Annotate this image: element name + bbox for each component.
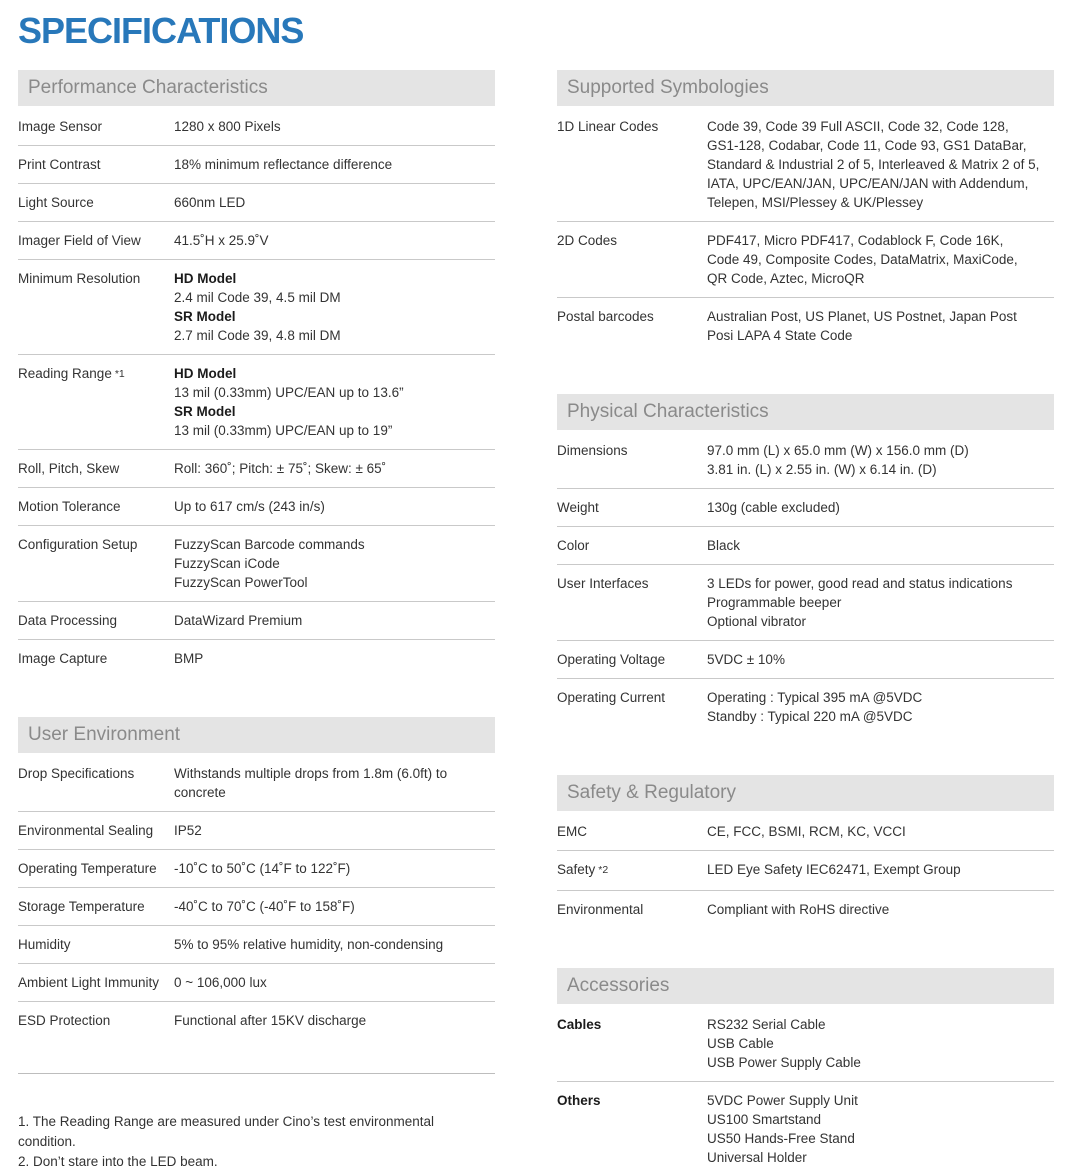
spec-label bbox=[18, 973, 174, 992]
spec-label bbox=[18, 1011, 174, 1030]
spec-value bbox=[707, 536, 1054, 555]
spec-value-line: US50 Hands-Free Stand bbox=[707, 1131, 855, 1146]
spec-value bbox=[174, 821, 495, 840]
spec-label bbox=[18, 897, 174, 916]
spec-value bbox=[174, 231, 495, 250]
spec-label bbox=[18, 821, 174, 840]
spec-value bbox=[707, 900, 1054, 919]
spec-row bbox=[557, 813, 1054, 851]
spec-value bbox=[174, 269, 495, 345]
spec-value-line: FuzzyScan Barcode commands bbox=[174, 537, 365, 552]
spec-value-line: 13 mil (0.33mm) UPC/EAN up to 13.6” bbox=[174, 385, 404, 400]
spec-row bbox=[557, 1006, 1054, 1082]
spec-value-line: Roll: 360˚; Pitch: ± 75˚; Skew: ± 65˚ bbox=[174, 461, 387, 476]
spec-label-text: Dimensions bbox=[557, 443, 628, 458]
spec-label bbox=[18, 364, 174, 385]
spec-label bbox=[18, 155, 174, 174]
spec-label bbox=[18, 459, 174, 478]
spec-row bbox=[18, 964, 495, 1002]
spec-value bbox=[707, 441, 1054, 479]
spec-row bbox=[557, 641, 1054, 679]
spec-value-line: 5% to 95% relative humidity, non-condensing bbox=[174, 937, 444, 952]
spec-value bbox=[707, 231, 1054, 288]
spec-row bbox=[557, 1082, 1054, 1176]
spec-label-text: Color bbox=[557, 538, 590, 553]
spec-value bbox=[707, 1091, 1054, 1167]
spec-label bbox=[18, 649, 174, 668]
spec-value bbox=[174, 1011, 495, 1030]
spec-value-line: Black bbox=[707, 538, 741, 553]
spec-label-text: Storage Temperature bbox=[18, 899, 145, 914]
spec-label-text: 1D Linear Codes bbox=[557, 119, 659, 134]
spec-value bbox=[174, 897, 495, 916]
spec-label bbox=[557, 498, 707, 517]
spec-label-text: Minimum Resolution bbox=[18, 271, 141, 286]
spec-label-text: Ambient Light Immunity bbox=[18, 975, 160, 990]
spec-label bbox=[18, 611, 174, 630]
section-title: Performance Characteristics bbox=[18, 70, 495, 106]
spec-label-text: Cables bbox=[557, 1017, 602, 1032]
spec-value-line: 97.0 mm (L) x 65.0 mm (W) x 156.0 mm (D) bbox=[707, 443, 969, 458]
spec-value-line: 1280 x 800 Pixels bbox=[174, 119, 281, 134]
spec-row bbox=[18, 926, 495, 964]
spec-value-line: USB Power Supply Cable bbox=[707, 1055, 861, 1070]
spec-value bbox=[174, 935, 495, 954]
spec-label-text: Image Capture bbox=[18, 651, 108, 666]
spec-label-text: Print Contrast bbox=[18, 157, 101, 172]
spec-label-text: EMC bbox=[557, 824, 587, 839]
spec-label bbox=[18, 535, 174, 554]
spec-label bbox=[18, 935, 174, 954]
spec-row bbox=[18, 640, 495, 677]
spec-label bbox=[557, 307, 707, 326]
spec-label-text: User Interfaces bbox=[557, 576, 649, 591]
spec-label-note: *1 bbox=[114, 368, 125, 380]
spec-value bbox=[174, 193, 495, 212]
spec-value-line: IATA, UPC/EAN/JAN, UPC/EAN/JAN with Addendum, bbox=[707, 176, 1029, 191]
spec-label bbox=[557, 688, 707, 707]
spec-label bbox=[557, 1091, 707, 1110]
page-title: SPECIFICATIONS bbox=[18, 10, 304, 51]
spec-value bbox=[707, 688, 1054, 726]
spec-section bbox=[18, 70, 495, 677]
section-rows bbox=[557, 432, 1054, 735]
spec-label-text: Roll, Pitch, Skew bbox=[18, 461, 120, 476]
spec-label bbox=[557, 900, 707, 919]
section-title: Supported Symbologies bbox=[557, 70, 1054, 106]
spec-label bbox=[18, 859, 174, 878]
spec-row bbox=[557, 679, 1054, 735]
spec-value-line: 2.4 mil Code 39, 4.5 mil DM bbox=[174, 290, 341, 305]
section-rows bbox=[557, 813, 1054, 928]
left-column bbox=[18, 70, 495, 1172]
spec-row bbox=[557, 565, 1054, 641]
spec-value-line: 0 ~ 106,000 lux bbox=[174, 975, 267, 990]
spec-label-note: *2 bbox=[598, 864, 609, 876]
spec-value bbox=[707, 117, 1054, 212]
spec-value-line: Australian Post, US Planet, US Postnet, Japan Post bbox=[707, 309, 1017, 324]
spec-value bbox=[174, 859, 495, 878]
spec-row bbox=[18, 812, 495, 850]
section-title: Accessories bbox=[557, 968, 1054, 1004]
spec-section bbox=[557, 394, 1054, 735]
section-rows bbox=[18, 755, 495, 1039]
right-sections bbox=[557, 70, 1054, 1176]
spec-value bbox=[707, 574, 1054, 631]
spec-value-line: 13 mil (0.33mm) UPC/EAN up to 19” bbox=[174, 423, 393, 438]
spec-value-line: -10˚C to 50˚C (14˚F to 122˚F) bbox=[174, 861, 351, 876]
spec-row bbox=[18, 108, 495, 146]
spec-value-line: Compliant with RoHS directive bbox=[707, 902, 890, 917]
spec-value-line: -40˚C to 70˚C (-40˚F to 158˚F) bbox=[174, 899, 355, 914]
spec-value-line: SR Model bbox=[174, 309, 236, 324]
spec-label-text: Operating Current bbox=[557, 690, 666, 705]
spec-label-text: Operating Voltage bbox=[557, 652, 666, 667]
footnote-line: 2. Don’t stare into the LED beam. bbox=[18, 1154, 218, 1169]
spec-row bbox=[557, 222, 1054, 298]
section-title: Safety & Regulatory bbox=[557, 775, 1054, 811]
spec-value bbox=[707, 498, 1054, 517]
spec-label bbox=[557, 822, 707, 841]
spec-value-line: 3.81 in. (L) x 2.55 in. (W) x 6.14 in. (D) bbox=[707, 462, 937, 477]
spec-row bbox=[18, 450, 495, 488]
spec-row bbox=[18, 355, 495, 450]
spec-row bbox=[18, 888, 495, 926]
spec-label bbox=[18, 117, 174, 136]
spec-value bbox=[174, 764, 495, 802]
spec-row bbox=[557, 432, 1054, 489]
spec-value-line: Standby : Typical 220 mA @5VDC bbox=[707, 709, 913, 724]
spec-value-line: IP52 bbox=[174, 823, 202, 838]
spec-value bbox=[174, 117, 495, 136]
columns-wrapper bbox=[18, 70, 1082, 1176]
spec-label-text: Drop Specifications bbox=[18, 766, 135, 781]
spec-value bbox=[174, 497, 495, 516]
spec-label bbox=[18, 269, 174, 288]
spec-value-line: 660nm LED bbox=[174, 195, 246, 210]
spec-value-line: US100 Smartstand bbox=[707, 1112, 822, 1127]
spec-row bbox=[18, 755, 495, 812]
section-rows bbox=[557, 108, 1054, 354]
spec-row bbox=[557, 108, 1054, 222]
spec-label bbox=[557, 117, 707, 136]
spec-row bbox=[18, 488, 495, 526]
spec-label-text: Motion Tolerance bbox=[18, 499, 121, 514]
spec-value-line: QR Code, Aztec, MicroQR bbox=[707, 271, 865, 286]
spec-value-line: CE, FCC, BSMI, RCM, KC, VCCI bbox=[707, 824, 906, 839]
spec-label-text: Operating Temperature bbox=[18, 861, 157, 876]
spec-label bbox=[18, 764, 174, 783]
spec-value-line: Universal Holder bbox=[707, 1150, 807, 1165]
spec-row bbox=[18, 1002, 495, 1039]
spec-value-line: Programmable beeper bbox=[707, 595, 842, 610]
spec-value-line: FuzzyScan PowerTool bbox=[174, 575, 308, 590]
spec-label-text: Image Sensor bbox=[18, 119, 103, 134]
spec-value bbox=[707, 650, 1054, 669]
spec-value-line: USB Cable bbox=[707, 1036, 774, 1051]
spec-row bbox=[18, 850, 495, 888]
spec-value-line: FuzzyScan iCode bbox=[174, 556, 280, 571]
spec-label-text: Data Processing bbox=[18, 613, 118, 628]
spec-label-text: Postal barcodes bbox=[557, 309, 654, 324]
spec-value-line: Up to 617 cm/s (243 in/s) bbox=[174, 499, 325, 514]
spec-value-line: Operating : Typical 395 mA @5VDC bbox=[707, 690, 923, 705]
section-rows bbox=[557, 1006, 1054, 1176]
spec-label bbox=[18, 193, 174, 212]
left-sections bbox=[18, 70, 495, 1039]
spec-value-line: Telepen, MSI/Plessey & UK/Plessey bbox=[707, 195, 924, 210]
spec-value-line: 130g (cable excluded) bbox=[707, 500, 840, 515]
spec-value bbox=[174, 649, 495, 668]
right-column bbox=[557, 70, 1054, 1176]
spec-value-line: LED Eye Safety IEC62471, Exempt Group bbox=[707, 862, 961, 877]
spec-row bbox=[557, 489, 1054, 527]
spec-value-line: Withstands multiple drops from 1.8m (6.0ft) to concrete bbox=[174, 766, 448, 800]
section-rows bbox=[18, 108, 495, 677]
spec-value-line: GS1-128, Codabar, Code 11, Code 93, GS1 DataBar, bbox=[707, 138, 1027, 153]
spec-value-line: HD Model bbox=[174, 366, 237, 381]
spec-label bbox=[557, 650, 707, 669]
section-title: User Environment bbox=[18, 717, 495, 753]
spec-value bbox=[174, 364, 495, 440]
spec-value-line: Posi LAPA 4 State Code bbox=[707, 328, 853, 343]
spec-value-line: Standard & Industrial 2 of 5, Interleaved & Matrix 2 of 5, bbox=[707, 157, 1040, 172]
spec-value-line: Functional after 15KV discharge bbox=[174, 1013, 367, 1028]
spec-value bbox=[174, 155, 495, 174]
spec-value-line: HD Model bbox=[174, 271, 237, 286]
spec-label bbox=[557, 574, 707, 593]
spec-label bbox=[557, 441, 707, 460]
spec-section bbox=[18, 717, 495, 1039]
spec-row bbox=[557, 851, 1054, 891]
spec-row bbox=[557, 298, 1054, 354]
spec-row bbox=[18, 260, 495, 355]
spec-label bbox=[557, 231, 707, 250]
spec-label-text: Imager Field of View bbox=[18, 233, 141, 248]
spec-row bbox=[557, 891, 1054, 928]
spec-label bbox=[18, 231, 174, 250]
spec-value-line: 41.5˚H x 25.9˚V bbox=[174, 233, 269, 248]
spec-label-text: Light Source bbox=[18, 195, 94, 210]
spec-label-text: Configuration Setup bbox=[18, 537, 138, 552]
footnotes bbox=[18, 1112, 495, 1172]
spec-value-line: PDF417, Micro PDF417, Codablock F, Code 16K, bbox=[707, 233, 1004, 248]
footnote-line: 1. The Reading Range are measured under Cino’s test environmental condition. bbox=[18, 1114, 435, 1149]
spec-label bbox=[557, 860, 707, 881]
footnote-divider bbox=[18, 1073, 495, 1074]
spec-label-text: Weight bbox=[557, 500, 599, 515]
spec-row bbox=[18, 602, 495, 640]
spec-label-text: 2D Codes bbox=[557, 233, 618, 248]
spec-section bbox=[557, 968, 1054, 1176]
spec-label-text: Humidity bbox=[18, 937, 71, 952]
spec-value bbox=[707, 307, 1054, 345]
spec-value-line: 5VDC ± 10% bbox=[707, 652, 785, 667]
spec-label-text: Others bbox=[557, 1093, 601, 1108]
spec-value bbox=[174, 611, 495, 630]
spec-value bbox=[174, 459, 495, 478]
spec-label bbox=[18, 497, 174, 516]
spec-section bbox=[557, 70, 1054, 354]
spec-row bbox=[557, 527, 1054, 565]
spec-row bbox=[18, 222, 495, 260]
spec-value-line: 2.7 mil Code 39, 4.8 mil DM bbox=[174, 328, 341, 343]
spec-row bbox=[18, 526, 495, 602]
spec-label bbox=[557, 536, 707, 555]
spec-value-line: SR Model bbox=[174, 404, 236, 419]
spec-label-text: Reading Range bbox=[18, 366, 112, 381]
spec-label-text: Environmental bbox=[557, 902, 644, 917]
spec-value-line: Optional vibrator bbox=[707, 614, 807, 629]
spec-value bbox=[707, 1015, 1054, 1072]
spec-label-text: Safety bbox=[557, 862, 596, 877]
spec-value-line: Code 39, Code 39 Full ASCII, Code 32, Code 128, bbox=[707, 119, 1009, 134]
spec-value-line: 3 LEDs for power, good read and status indications bbox=[707, 576, 1013, 591]
spec-value-line: 18% minimum reflectance difference bbox=[174, 157, 393, 172]
spec-value bbox=[707, 822, 1054, 841]
spec-value bbox=[707, 860, 1054, 879]
spec-row bbox=[18, 146, 495, 184]
spec-row bbox=[18, 184, 495, 222]
spec-value bbox=[174, 973, 495, 992]
spec-label bbox=[557, 1015, 707, 1034]
section-title: Physical Characteristics bbox=[557, 394, 1054, 430]
spec-value-line: RS232 Serial Cable bbox=[707, 1017, 826, 1032]
spec-value-line: Code 49, Composite Codes, DataMatrix, MaxiCode, bbox=[707, 252, 1018, 267]
spec-value-line: DataWizard Premium bbox=[174, 613, 303, 628]
spec-label-text: Environmental Sealing bbox=[18, 823, 154, 838]
spec-section bbox=[557, 775, 1054, 928]
spec-value bbox=[174, 535, 495, 592]
spec-value-line: 5VDC Power Supply Unit bbox=[707, 1093, 858, 1108]
spec-value-line: BMP bbox=[174, 651, 204, 666]
spec-label-text: ESD Protection bbox=[18, 1013, 111, 1028]
